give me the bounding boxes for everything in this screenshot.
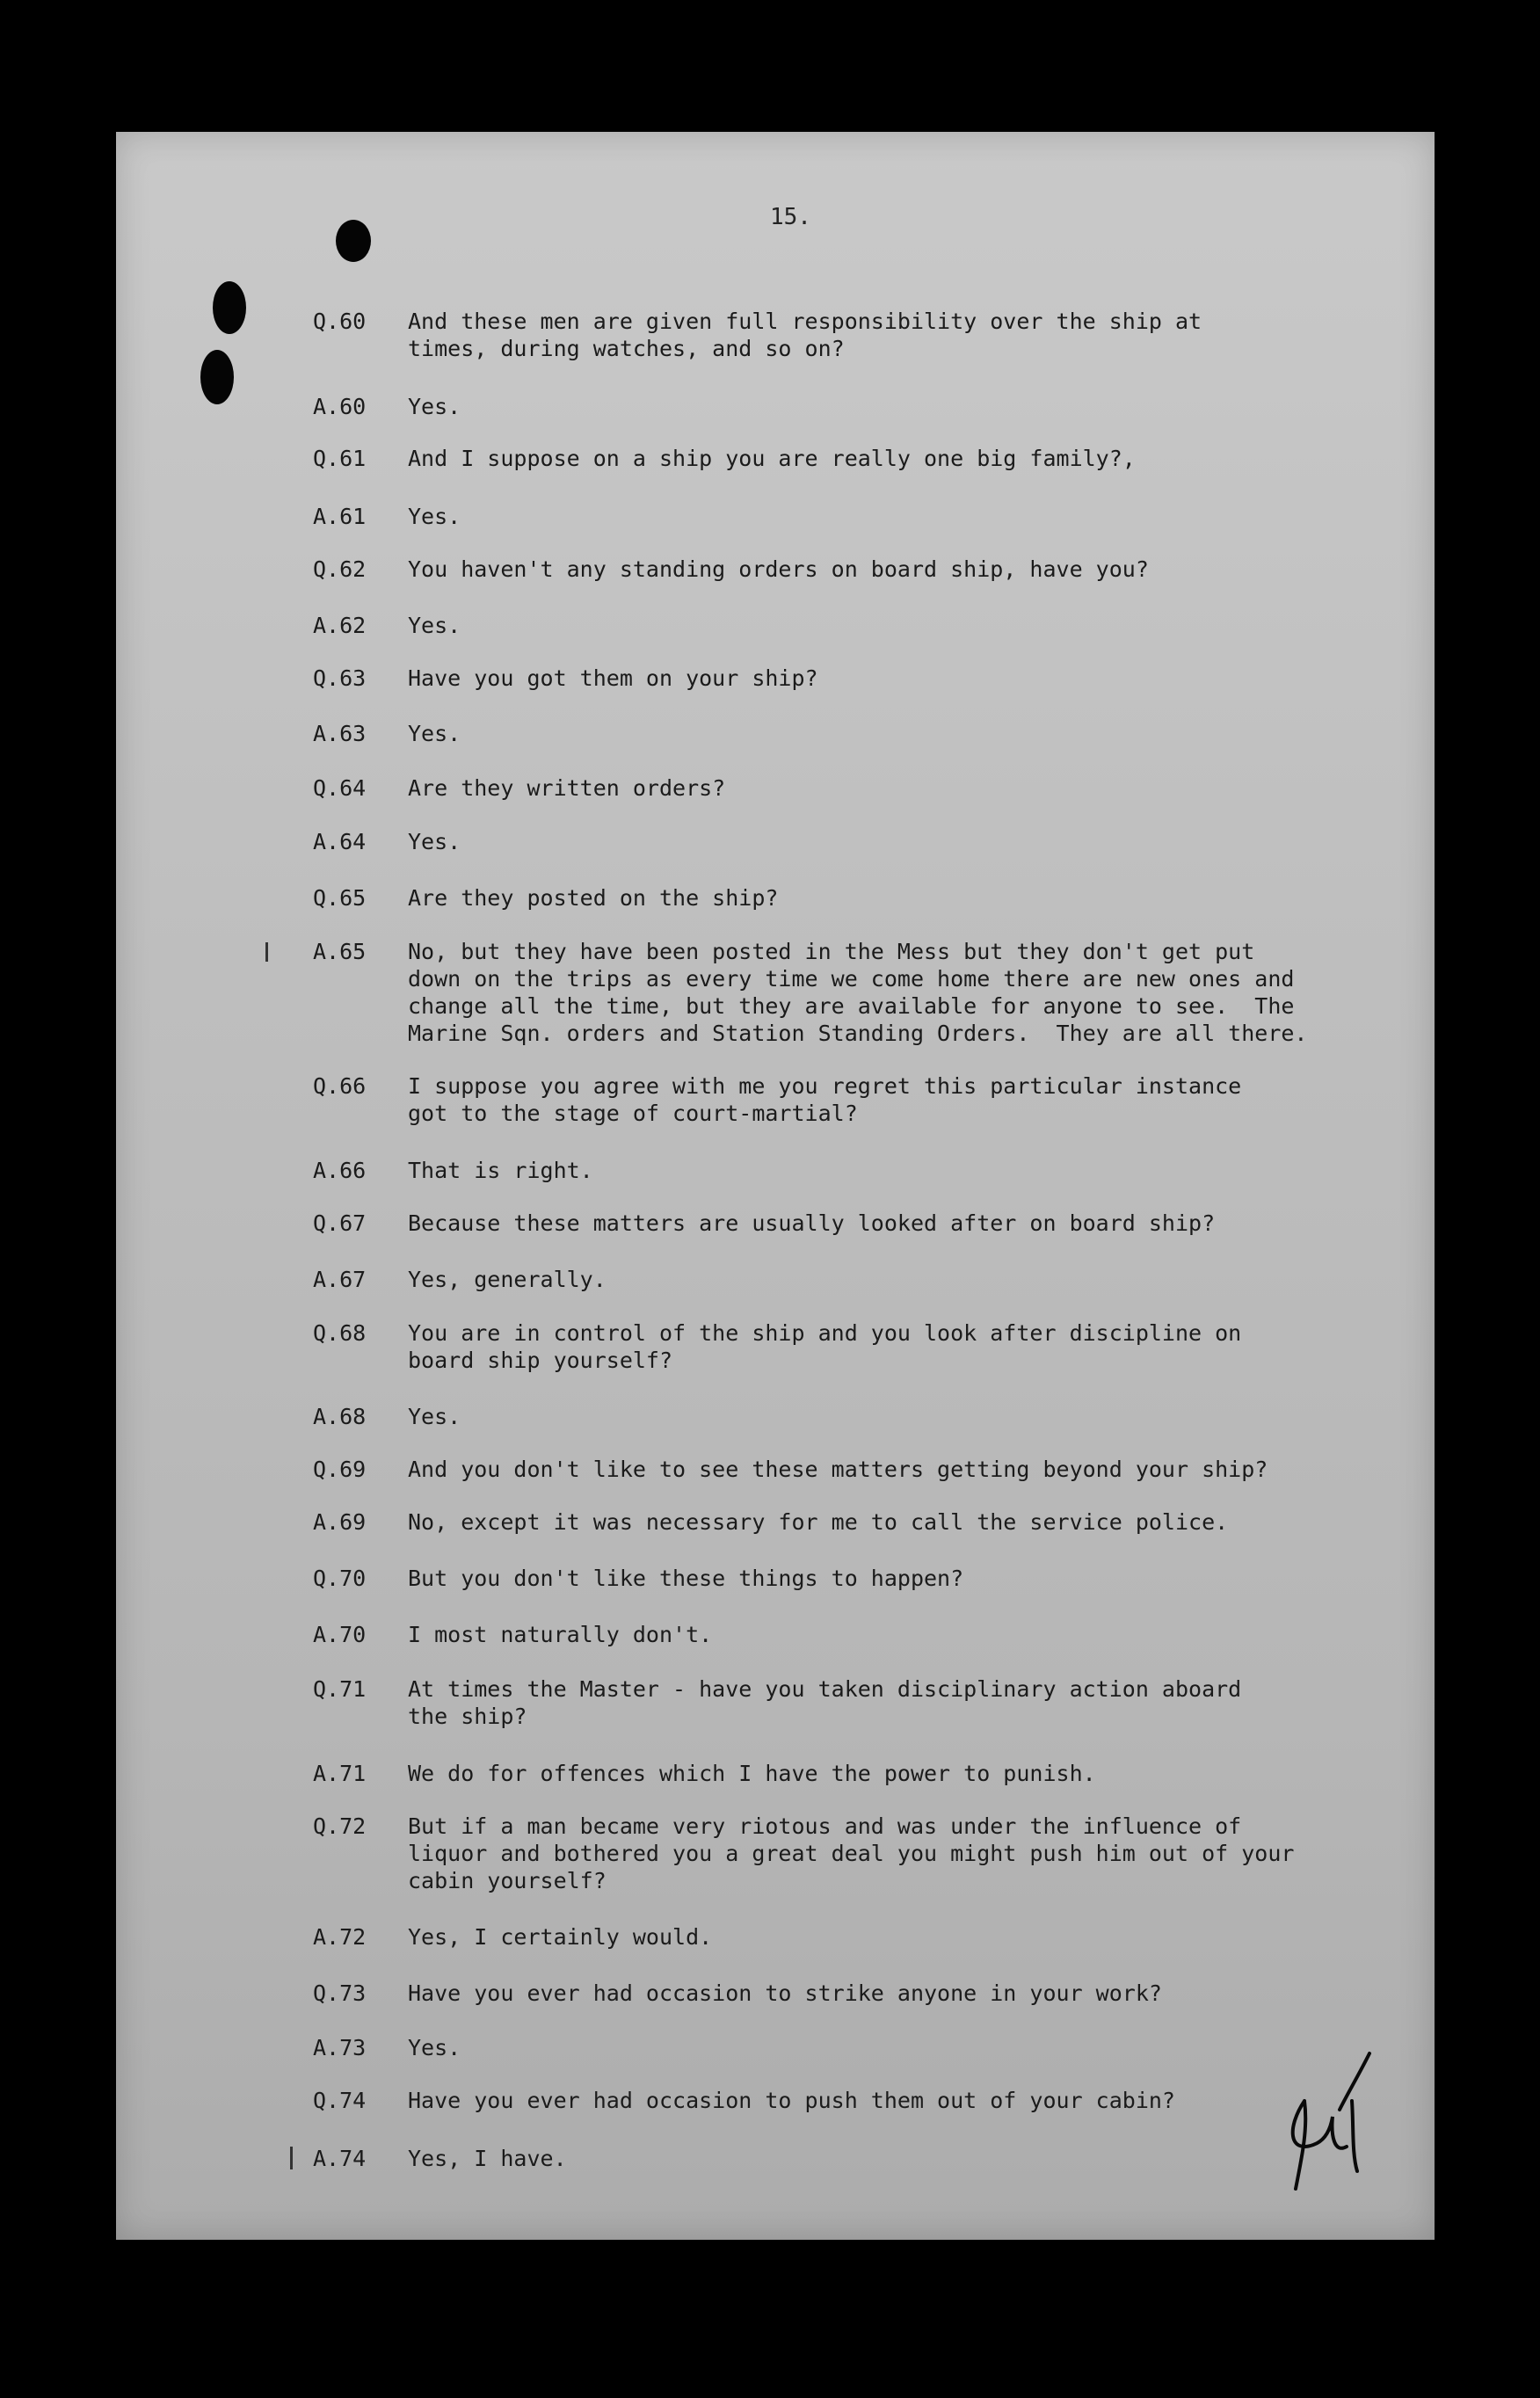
entry-text: And these men are given full responsibility over the ship at times, during watches, and so on? <box>408 309 1202 361</box>
entry-label: A.60 <box>313 394 367 419</box>
entry-text: Are they posted on the ship? <box>408 885 779 911</box>
entry-text: We do for offences which I have the power to punish. <box>408 1761 1096 1786</box>
entry-label: A.62 <box>313 613 367 638</box>
entry-text: And you don't like to see these matters getting beyond your ship? <box>408 1457 1268 1482</box>
document-page <box>116 132 1435 2240</box>
entry-label: Q.66 <box>313 1073 367 1099</box>
punch-hole <box>213 281 246 334</box>
entry-text: Have you ever had occasion to push them out of your cabin? <box>408 2088 1175 2113</box>
entry-text: Yes. <box>408 2035 461 2060</box>
entry-text: You are in control of the ship and you look after discipline on board ship yourself? <box>408 1320 1242 1373</box>
entry-text: Yes, I certainly would. <box>408 1924 713 1950</box>
page-number: 15. <box>770 204 811 230</box>
entry-label: A.73 <box>313 2035 367 2060</box>
entry-label: Q.72 <box>313 1813 367 1839</box>
entry-label: A.71 <box>313 1761 367 1786</box>
entry-label: A.67 <box>313 1267 367 1292</box>
entry-text: That is right. <box>408 1158 593 1183</box>
margin-mark <box>265 942 268 962</box>
entry-text: I suppose you agree with me you regret this particular instance got to the stage of court-martial? <box>408 1073 1242 1126</box>
entry-label: A.65 <box>313 939 367 964</box>
entry-text: Yes. <box>408 721 461 746</box>
entry-text: I most naturally don't. <box>408 1622 713 1647</box>
punch-hole <box>200 350 234 404</box>
entry-label: Q.64 <box>313 775 367 801</box>
entry-text: Yes, I have. <box>408 2146 567 2171</box>
punch-hole <box>336 220 371 262</box>
entry-label: A.74 <box>313 2146 367 2171</box>
entry-label: A.72 <box>313 1924 367 1950</box>
entry-label: A.69 <box>313 1509 367 1535</box>
entry-text: No, except it was necessary for me to call the service police. <box>408 1509 1229 1535</box>
entry-label: Q.63 <box>313 665 367 691</box>
entry-label: A.64 <box>313 829 367 854</box>
entry-label: A.63 <box>313 721 367 746</box>
entry-text: Have you ever had occasion to strike anyone in your work? <box>408 1980 1162 2006</box>
entry-label: Q.67 <box>313 1210 367 1236</box>
entry-text: Yes. <box>408 504 461 529</box>
entry-text: But you don't like these things to happen? <box>408 1566 964 1591</box>
entry-text: Yes. <box>408 829 461 854</box>
entry-text: Because these matters are usually looked after on board ship? <box>408 1210 1216 1236</box>
entry-label: A.61 <box>313 504 367 529</box>
entry-label: Q.65 <box>313 885 367 911</box>
entry-text: Yes. <box>408 1404 461 1429</box>
entry-text: Yes. <box>408 394 461 419</box>
entry-label: Q.74 <box>313 2088 367 2113</box>
entry-label: Q.61 <box>313 446 367 471</box>
entry-label: Q.60 <box>313 309 367 334</box>
entry-label: Q.68 <box>313 1320 367 1346</box>
entry-text: Are they written orders? <box>408 775 726 801</box>
entry-label: Q.69 <box>313 1457 367 1482</box>
entry-label: Q.62 <box>313 556 367 582</box>
margin-mark <box>290 2147 293 2169</box>
entry-text: Yes, generally. <box>408 1267 607 1292</box>
entry-text: At times the Master - have you taken disciplinary action aboard the ship? <box>408 1676 1242 1729</box>
entry-label: Q.71 <box>313 1676 367 1702</box>
entry-text: And I suppose on a ship you are really one big family?, <box>408 446 1136 471</box>
entry-text: But if a man became very riotous and was under the influence of liquor and bothered you a great deal you might push him out of your cabin yourself? <box>408 1813 1295 1893</box>
entry-label: A.70 <box>313 1622 367 1647</box>
entry-text: You haven't any standing orders on board ship, have you? <box>408 556 1149 582</box>
entry-label: Q.73 <box>313 1980 367 2006</box>
handwritten-initials <box>1278 2048 1384 2198</box>
entry-text: Yes. <box>408 613 461 638</box>
entry-label: A.68 <box>313 1404 367 1429</box>
entry-text: No, but they have been posted in the Mess but they don't get put down on the trips as every time we come home there are new ones and change all the time, but they are available for anyone to see. The Marine Sqn. orders and Station Standing Orders. They are all there. <box>408 939 1308 1046</box>
entry-text: Have you got them on your ship? <box>408 665 818 691</box>
entry-label: Q.70 <box>313 1566 367 1591</box>
entry-label: A.66 <box>313 1158 367 1183</box>
